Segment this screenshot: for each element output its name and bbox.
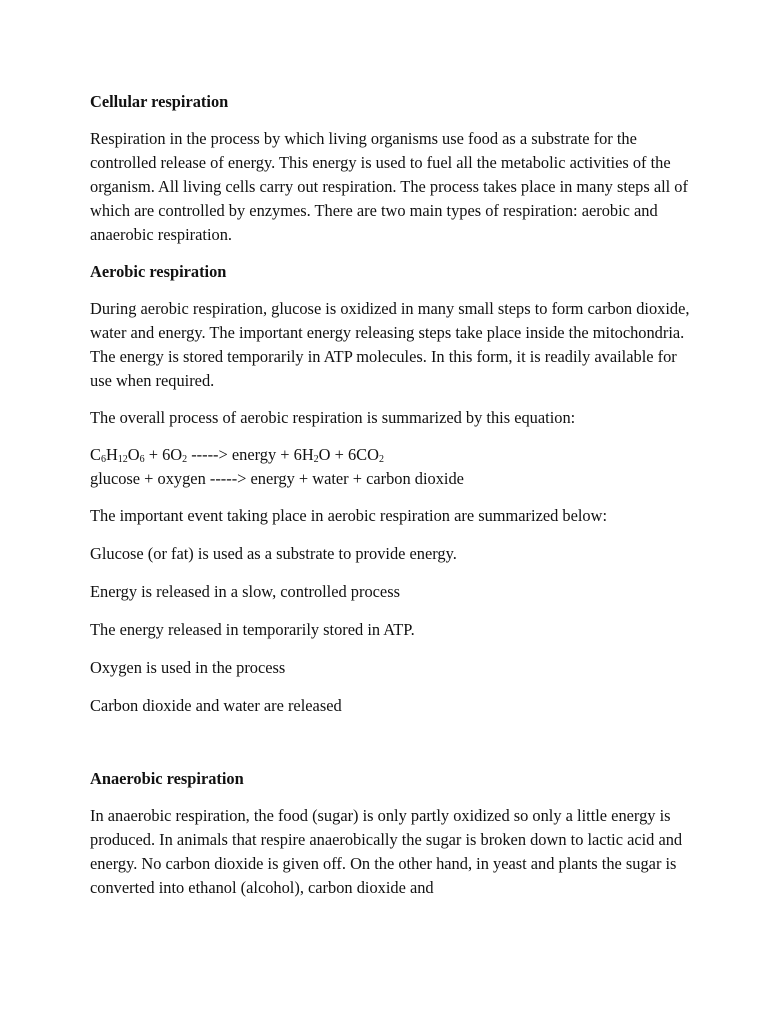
heading-aerobic-respiration: Aerobic respiration: [90, 262, 227, 281]
event-item: Carbon dioxide and water are released: [90, 696, 342, 715]
event-item: Energy is released in a slow, controlled process: [90, 582, 400, 601]
event-item: Glucose (or fat) is used as a substrate to provide energy.: [90, 544, 457, 563]
chem-arrow: ----->: [191, 445, 228, 464]
chem-glucose: $C_6H_{12}O_6$: [90, 445, 145, 465]
paragraph-cellular-respiration: Respiration in the process by which living organisms use food as a substrate for the controlled release of energy. This energy is used to fuel all the metabolic activities of the organism. All living cells carry out respiration. The process takes place in many steps all of which are controlled by enzymes. There are two main types of respiration: aerobic and anaerobic respiration.: [90, 129, 688, 244]
heading-anaerobic-respiration: Anaerobic respiration: [90, 769, 244, 788]
paragraph-aerobic-respiration: During aerobic respiration, glucose is oxidized in many small steps to form carbon dioxide, water and energy. The important energy releasing steps take place inside the mitochondria. The energy is stored temporarily in ATP molecules. In this form, it is readily available for use when required.: [90, 299, 690, 390]
chem-water: + $6H_2O$: [280, 445, 331, 465]
equation-intro: The overall process of aerobic respiration is summarized by this equation:: [90, 408, 576, 427]
paragraph-anaerobic-respiration: In anaerobic respiration, the food (sugar) is only partly oxidized so only a little energy is produced. In animals that respire anaerobically the sugar is broken down to lactic acid and energy. No carbon dioxide is given off. On the other hand, in yeast and plants the sugar is converted into ethanol (alcohol), carbon dioxide and: [90, 806, 683, 897]
chem-energy: energy: [231, 445, 277, 464]
heading-cellular-respiration: Cellular respiration: [90, 92, 229, 111]
document-body: [90, 90, 690, 900]
event-item: The energy released in temporarily stored in ATP.: [90, 620, 415, 639]
chem-co2: + $6CO_2$: [334, 445, 384, 465]
events-intro: The important event taking place in aerobic respiration are summarized below:: [90, 506, 608, 525]
chemical-equation: [90, 443, 690, 467]
event-item: Oxygen is used in the process: [90, 658, 286, 677]
chem-oxygen: + $6O_2$: [148, 445, 188, 465]
word-equation: glucose + oxygen -----> energy + water + carbon dioxide: [90, 469, 464, 488]
